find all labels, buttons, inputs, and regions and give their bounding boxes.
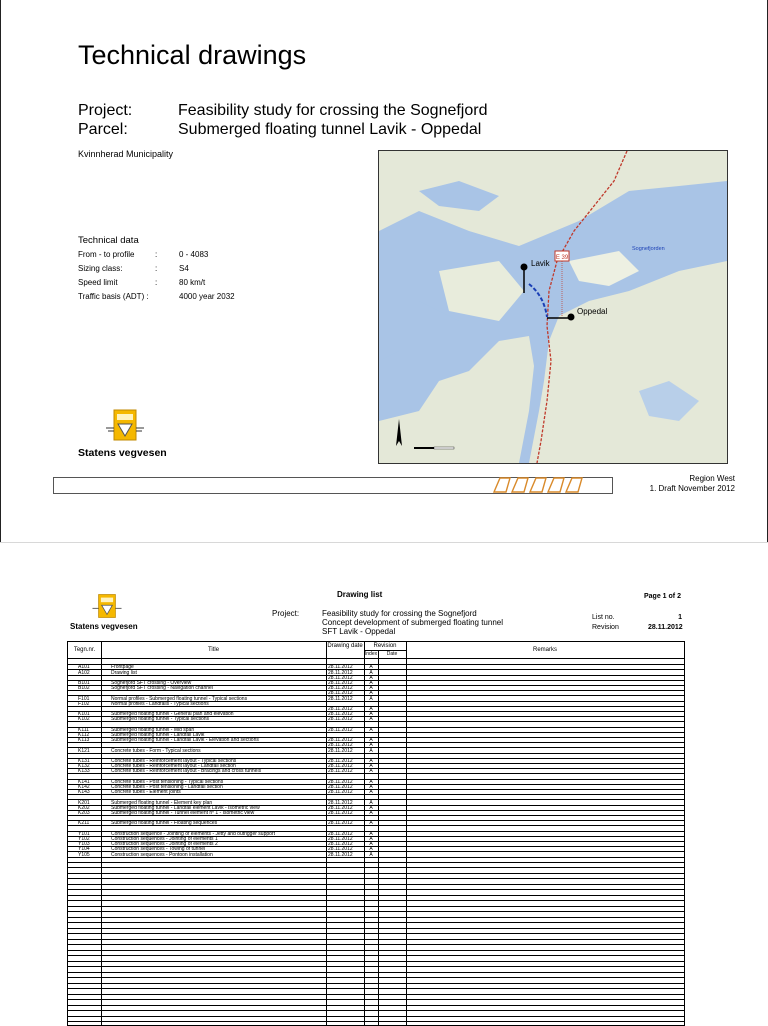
table-cell: K201 <box>78 799 90 806</box>
col-index: Index <box>364 651 378 657</box>
table-cell: Submerged floating tunnel - Floating sequences <box>111 820 218 827</box>
table-cell: A <box>369 851 373 858</box>
project-label: Project: <box>78 102 133 119</box>
table-cell: Y104 <box>78 846 90 853</box>
table-cell: 28.11.2012 <box>328 680 353 686</box>
map-label-lavik: Lavik <box>531 259 550 268</box>
table-cell: F101 <box>78 695 90 702</box>
table-cell: A <box>369 674 373 681</box>
project-label: Project: <box>272 609 300 618</box>
statens-vegvesen-logo-icon <box>92 593 122 619</box>
table-cell: Sognefjord SFT crossing - Navigation channel <box>111 685 213 692</box>
statens-vegvesen-logo-icon <box>106 408 144 442</box>
list-title: Drawing list <box>337 590 383 599</box>
project-row <box>78 102 487 120</box>
table-cell: A <box>369 737 373 744</box>
table-cell: K143 <box>78 789 90 796</box>
table-cell: A <box>369 799 373 806</box>
table-cell: B102 <box>78 685 90 692</box>
col-drawing-date: Drawing date <box>327 643 363 649</box>
table-cell: Construction sequence - Jointing of elements - Jetty and outrigger support <box>111 830 275 837</box>
table-cell: Normal profiles - Landfalls - Typical sections <box>111 700 209 707</box>
table-cell: 28.11.2012 <box>328 768 353 775</box>
table-cell: 28.11.2012 <box>328 789 353 796</box>
table-cell: K133 <box>78 768 90 775</box>
table-cell: Submerged floating tunnel - Typical sections <box>111 716 210 723</box>
footer-bar <box>53 477 613 494</box>
table-cell: A <box>369 778 373 785</box>
col-tegn: Tegn.nr. <box>73 647 96 653</box>
table-cell: Concrete tubes - Post tensioning - Typical sections <box>111 778 224 785</box>
table-cell: Concrete tubes - Element joints <box>111 789 181 796</box>
table-cell: K142 <box>78 784 90 790</box>
table-cell: Construction sequences - Towing of tunnel <box>111 846 206 853</box>
table-cell: 28.11.2012 <box>328 711 353 718</box>
table-cell: Y101 <box>78 830 90 837</box>
table-cell: Concrete tubes - Reinforcement layout - Landfall section <box>111 763 236 770</box>
cover-title: Technical drawings <box>78 40 307 70</box>
table-cell: 28.11.2012 <box>328 804 353 811</box>
table-cell: 28.11.2012 <box>328 716 353 723</box>
table-cell: 28.11.2012 <box>328 706 353 712</box>
table-cell: 28.11.2012 <box>328 737 353 744</box>
municipality: Kvinnherad Municipality <box>78 149 174 159</box>
table-cell: A <box>369 830 373 837</box>
table-cell: K111 <box>78 726 89 733</box>
table-cell: K202 <box>78 804 90 811</box>
table-cell: K121 <box>78 747 90 754</box>
table-cell: 28.11.2012 <box>328 830 353 837</box>
table-cell: A <box>369 726 373 733</box>
table-cell: A <box>369 747 373 754</box>
stripe-decoration-icon <box>492 476 592 494</box>
table-cell: 28.11.2012 <box>328 820 353 827</box>
table-cell: Concrete tubes - Form - Typical sections <box>111 747 201 754</box>
table-cell: Construction sequences - Jointing of elements 2 <box>111 841 218 848</box>
table-cell: K112 <box>78 732 90 738</box>
table-cell: Frontpage <box>111 664 134 671</box>
table-cell: 28.11.2012 <box>328 836 353 842</box>
table-cell: F102 <box>78 700 90 707</box>
col-date: Date <box>386 651 398 657</box>
table-cell: K211 <box>78 820 90 827</box>
table-cell: A <box>369 706 373 712</box>
table-cell: A <box>369 680 373 686</box>
region-info <box>650 474 735 494</box>
table-cell: K113 <box>78 737 90 744</box>
table-cell: Drawing list <box>111 669 137 676</box>
brand-name: Statens vegvesen <box>70 622 138 631</box>
table-cell: Submerged floating tunnel - Landfall Lavik - Elevation and sections <box>111 737 259 744</box>
tech-row: From - to profile : 0 - 4083 <box>78 250 209 259</box>
table-cell: 28.11.2012 <box>328 695 353 702</box>
table-cell: 28.11.2012 <box>328 742 353 749</box>
table-cell: K203 <box>78 810 90 816</box>
project-value: Feasibility study for crossing the Sognefjord <box>178 102 488 119</box>
page-number: Page 1 of 2 <box>644 593 681 600</box>
table-cell: 28.11.2012 <box>328 685 353 692</box>
table-cell: A <box>369 742 373 749</box>
drawing-list-page <box>0 562 768 1024</box>
table-cell: Concrete tubes - Reinforcement layout - Typical sections <box>111 758 237 764</box>
table-cell: 28.11.2012 <box>328 664 353 671</box>
region-label: Region West <box>689 474 735 483</box>
table-cell: K132 <box>78 763 90 770</box>
table-cell: 28.11.2012 <box>328 747 353 754</box>
table-cell: A <box>369 685 373 692</box>
table-cell: Y105 <box>78 851 90 858</box>
table-cell: K141 <box>78 778 90 785</box>
col-remarks: Remarks <box>532 647 557 653</box>
table-cell: A <box>369 695 373 702</box>
map-label-oppedal: Oppedal <box>577 307 608 316</box>
table-cell: 28.11.2012 <box>328 669 353 676</box>
parcel-row <box>78 121 481 139</box>
table-cell: 28.11.2012 <box>328 778 353 785</box>
location-map <box>378 150 728 464</box>
table-cell: A <box>369 846 373 853</box>
table-cell: Submerged floating tunnel - Element key plan <box>111 799 213 806</box>
tech-data-title: Technical data <box>78 235 139 246</box>
table-cell: Submerged floating tunnel - Mid span <box>111 726 195 733</box>
tech-row: Traffic basis (ADT) : 4000 year 2032 <box>78 292 235 301</box>
parcel-value: Submerged floating tunnel Lavik - Oppedal <box>178 121 482 138</box>
col-revision: Revision <box>373 643 397 649</box>
table-cell: Construction sequences - Jointing of elements 1 <box>111 836 218 842</box>
table-cell: Submerged floating tunnel - General plan and elevation <box>111 711 234 718</box>
table-cell: A <box>369 789 373 796</box>
table-cell: 28.11.2012 <box>328 674 353 681</box>
table-cell: Construction sequences - Pontoon installation <box>111 851 213 858</box>
table-cell: A <box>369 669 373 676</box>
table-cell: A <box>369 763 373 770</box>
table-cell: 28.11.2012 <box>328 690 353 697</box>
table-cell: 28.11.2012 <box>328 758 353 764</box>
table-cell: Submerged floating tunnel - Landfall Lavik <box>111 732 205 738</box>
tech-row: Speed limit : 80 km/t <box>78 278 206 287</box>
table-cell: Concrete tubes - Post tensioning - Landfall section <box>111 784 223 790</box>
parcel-label: Parcel: <box>78 121 128 138</box>
table-cell: 28.11.2012 <box>328 763 353 770</box>
table-cell: A <box>369 664 373 671</box>
table-cell: A101 <box>78 664 90 671</box>
list-no: List no. 1 <box>592 614 682 621</box>
table-cell: 28.11.2012 <box>328 799 353 806</box>
table-cell: 28.11.2012 <box>328 841 353 848</box>
table-cell: A <box>369 716 373 723</box>
table-cell: Y103 <box>78 841 90 848</box>
table-cell: K131 <box>78 758 90 764</box>
table-cell: Normal profiles - Submerged floating tunnel - Typical sections <box>111 695 248 702</box>
draft-label: 1. Draft November 2012 <box>649 484 735 493</box>
table-cell: 28.11.2012 <box>328 784 353 790</box>
table-cell: 28.11.2012 <box>328 851 353 858</box>
table-cell: 28.11.2012 <box>328 726 353 733</box>
col-title: Title <box>207 647 220 653</box>
table-cell: A <box>369 768 373 775</box>
table-cell: Submerged floating tunnel - Tunnel element nº 1 - Isometric view <box>111 810 255 816</box>
project-lines: Feasibility study for crossing the Sognefjord Concept development of submerged floating tunnel SFT Lavik - Oppedal <box>322 609 504 636</box>
table-cell: A <box>369 804 373 811</box>
table-cell: A <box>369 690 373 697</box>
table-cell: A <box>369 784 373 790</box>
table-cell: A <box>369 836 373 842</box>
table-cell: K101 <box>78 711 90 718</box>
table-cell: Submerged floating tunnel - Landfall element Lavik - Isometric view <box>111 804 260 811</box>
table-cell: 28.11.2012 <box>328 846 353 853</box>
table-cell: A <box>369 810 373 816</box>
revision-info: Revision 28.11.2012 <box>592 624 683 631</box>
table-cell: A102 <box>78 669 90 676</box>
road-label: E 39 <box>555 255 569 261</box>
drawing-table <box>67 641 685 1026</box>
table-cell: B101 <box>78 680 90 686</box>
table-cell: Y102 <box>78 836 90 842</box>
table-cell: A <box>369 841 373 848</box>
table-cell: A <box>369 758 373 764</box>
table-cell: Sognefjord SFT crossing - Overview <box>111 680 192 686</box>
map-label-fjord: Sognefjorden <box>632 246 665 252</box>
table-cell: A <box>369 711 373 718</box>
table-cell: 28.11.2012 <box>328 810 353 816</box>
page-divider <box>0 542 768 563</box>
table-cell: Concrete tubes - Reinforcement layout - Bracings and cross tunnels <box>111 768 262 775</box>
table-cell: K102 <box>78 716 90 723</box>
tech-row: Sizing class: : S4 <box>78 264 189 273</box>
table-cell: A <box>369 820 373 827</box>
brand-name: Statens vegvesen <box>78 447 167 459</box>
